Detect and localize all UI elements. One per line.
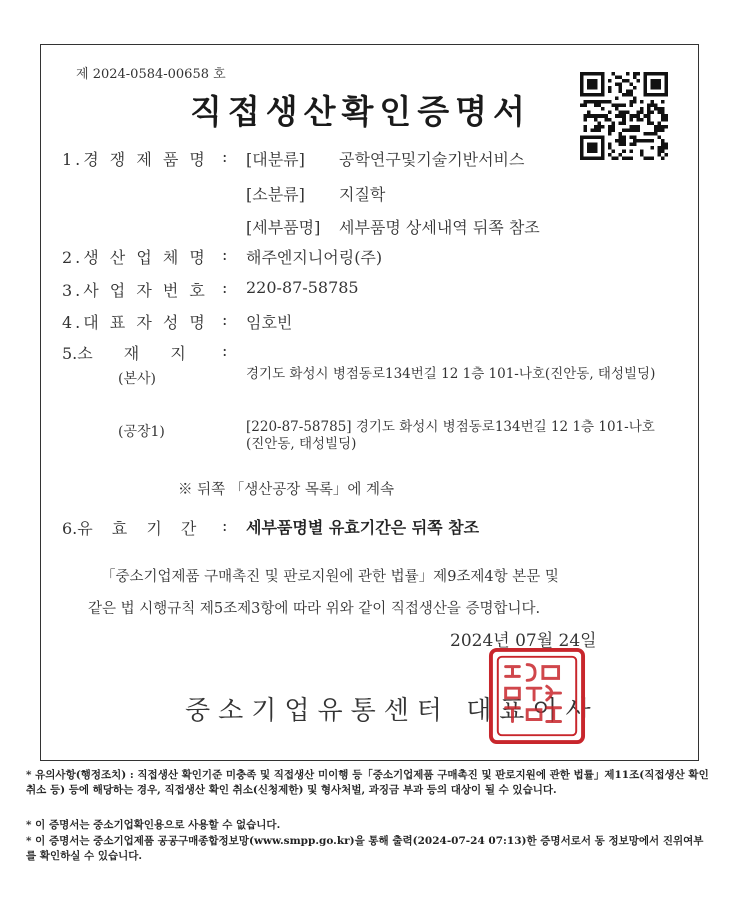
representative-colon: : [222, 310, 228, 329]
representative-value: 임호빈 [246, 313, 293, 332]
footnote-usage: * 이 증명서는 중소기업확인용으로 사용할 수 없습니다. [26, 819, 281, 831]
business-no-colon: : [222, 278, 228, 297]
product-label: 1.경 쟁 제 품 명 [62, 150, 208, 169]
statement-line-1: 「중소기업제품 구매촉진 및 판로지원에 관한 법률」제9조제4항 본문 및 [101, 569, 559, 585]
validity-value: 세부품명별 유효기간은 뒤쪽 참조 [246, 518, 480, 537]
certificate-title: 직접생산확인증명서 [190, 92, 531, 131]
minor-category-key: [소분류] [246, 185, 305, 204]
validity-colon: : [222, 516, 228, 535]
location-label: 5.소 재 지 [62, 344, 186, 363]
major-category-key: [대분류] [246, 150, 305, 169]
minor-category-value: 지질학 [339, 185, 386, 204]
detail-product-value: 세부품명 상세내역 뒤쪽 참조 [339, 218, 540, 237]
footnote-caution: * 유의사항(행정조치) : 직접생산 확인기준 미충족 및 직접생산 미이행 등「중소기업제품 구매촉진 및 판로지원에 관한 법률」제11조(직접생산 확인 취소 등) 등에 해당하는 경우, 직접생산 확인 취소(신청제한) 및 형사처벌, 과징금 부과 등의 대상이 될 수 있습니다. [26, 769, 709, 796]
issuer-name: 중소기업유통센터 대표이사 [185, 696, 599, 726]
qr-code-icon [580, 72, 668, 160]
statement-line-2: 같은 법 시행규칙 제5조제3항에 따라 위와 같이 직접생산을 증명합니다. [88, 601, 541, 617]
certificate-number: 제 2024-0584-00658 호 [76, 67, 226, 82]
company-label: 2.생 산 업 체 명 [62, 248, 208, 267]
hq-label: (본사) [118, 371, 156, 387]
major-category-value: 공학연구및기술기반서비스 [339, 150, 525, 169]
validity-label: 6.유 효 기 간 [62, 519, 197, 538]
factory-label: (공장1) [118, 424, 165, 440]
detail-product-key: [세부품명] [246, 218, 321, 237]
representative-label: 4.대 표 자 성 명 [62, 313, 208, 332]
company-value: 해주엔지니어링(주) [246, 248, 383, 267]
location-colon: : [222, 341, 228, 360]
factory-address: [220-87-58785] 경기도 화성시 병점동로134번길 12 1층 101-나호(진안동, 태성빌딩) [246, 419, 655, 452]
footnote-verification: * 이 증명서는 중소기업제품 공공구매종합정보망(www.smpp.go.kr)을 통해 출력(2024-07-24 07:13)한 증명서로서 동 정보망에서 진위여부를 확인하실 수 있습니다. [26, 835, 704, 862]
business-no-value: 220-87-58785 [246, 278, 359, 297]
product-colon: : [222, 147, 228, 166]
continued-note: ※ 뒤쪽 「생산공장 목록」에 계속 [178, 482, 395, 498]
company-colon: : [222, 245, 228, 264]
hq-address: 경기도 화성시 병점동로134번길 12 1층 101-나호(진안동, 태성빌딩) [246, 366, 656, 382]
official-seal-stamp [488, 647, 586, 745]
business-no-label: 3.사 업 자 번 호 [62, 281, 208, 300]
issue-date: 2024년 07월 24일 [450, 631, 597, 651]
